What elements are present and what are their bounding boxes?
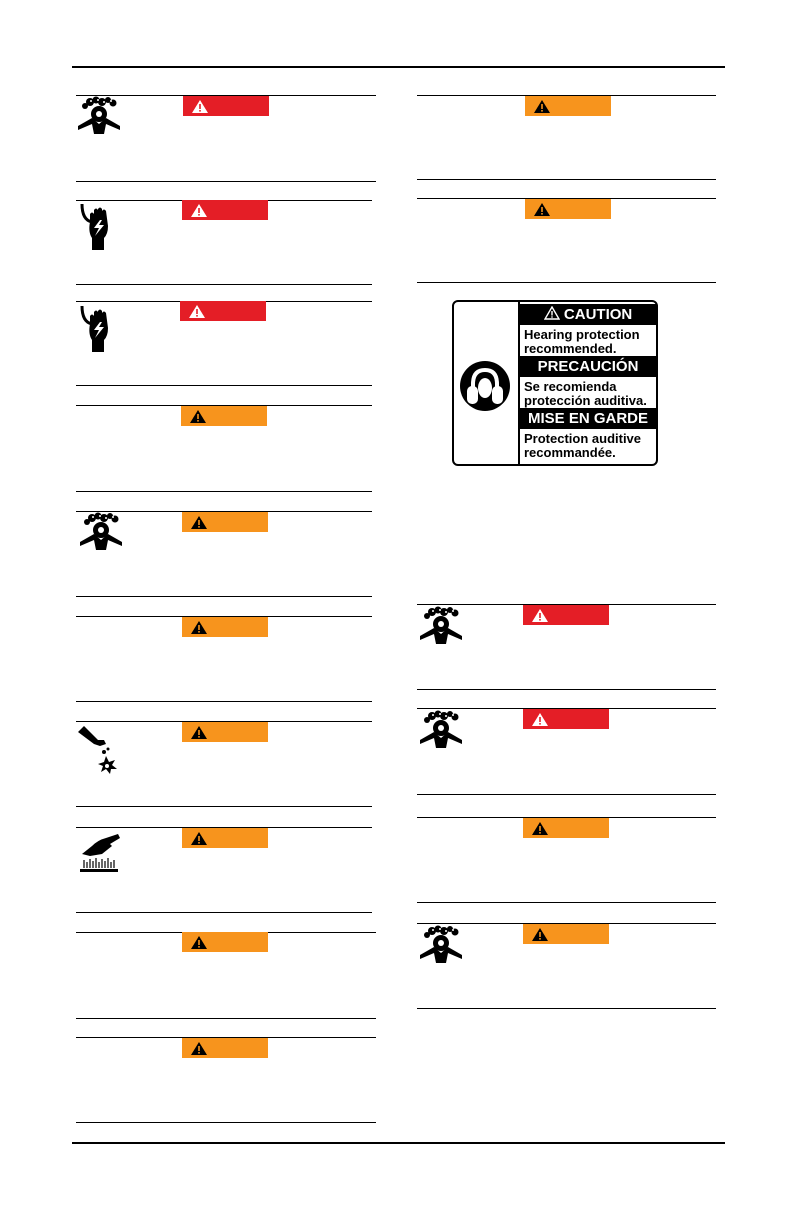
warning-badge [525, 96, 611, 116]
alert-triangle-icon [531, 712, 549, 727]
section-rule [76, 385, 372, 386]
moving-parts-icon [76, 722, 120, 774]
hearing-protection-icon [459, 360, 511, 412]
alert-triangle-icon [190, 725, 208, 740]
section-rule [417, 689, 716, 690]
section-rule [76, 1122, 376, 1123]
alert-triangle-icon [190, 935, 208, 950]
section-rule [76, 596, 372, 597]
toxic-fumes-icon [418, 606, 464, 644]
alert-triangle-icon [531, 927, 549, 942]
toxic-fumes-icon [78, 512, 124, 550]
section-rule [76, 1018, 376, 1019]
danger-badge [183, 96, 269, 116]
warning-badge [182, 512, 268, 532]
label-pictogram-panel [454, 302, 520, 464]
electric-shock-icon [78, 200, 118, 252]
toxic-fumes-icon [76, 96, 122, 134]
alert-triangle-icon [531, 821, 549, 836]
header-rule [72, 66, 725, 68]
alert-triangle-icon [190, 620, 208, 635]
warning-badge [182, 932, 268, 952]
alert-triangle-icon [544, 306, 560, 320]
alert-triangle-icon [190, 515, 208, 530]
danger-badge [182, 200, 268, 220]
warning-badge [525, 199, 611, 219]
electric-shock-icon [78, 302, 118, 354]
warning-badge [523, 818, 609, 838]
alert-triangle-icon [190, 1041, 208, 1056]
danger-badge [180, 301, 266, 321]
section-rule [417, 282, 716, 283]
alert-triangle-icon [189, 409, 207, 424]
section-rule [76, 806, 372, 807]
section-rule [417, 179, 716, 180]
danger-badge [523, 709, 609, 729]
section-rule [76, 912, 372, 913]
warning-badge [181, 406, 267, 426]
warning-badge [182, 722, 268, 742]
precaucion-text: Se recomienda protección auditiva. [524, 379, 647, 408]
alert-triangle-icon [190, 831, 208, 846]
hearing-protection-label [452, 300, 658, 466]
mise-en-garde-text: Protection auditive recommandée. [524, 431, 642, 460]
section-rule [417, 794, 716, 795]
alert-triangle-icon [533, 202, 551, 217]
precaucion-title: PRECAUCIÓN [520, 356, 656, 377]
caution-heading [520, 304, 656, 325]
alert-triangle-icon [188, 304, 206, 319]
warning-badge [523, 924, 609, 944]
section-rule [76, 491, 372, 492]
section-rule [76, 181, 376, 182]
caution-text: Hearing protection recommended. [524, 327, 640, 356]
section-rule [76, 284, 372, 285]
warning-badge [182, 1038, 268, 1058]
caution-title: CAUTION [563, 306, 633, 323]
toxic-fumes-icon [418, 925, 464, 963]
warning-badge [182, 617, 268, 637]
label-text-panel [520, 302, 656, 462]
alert-triangle-icon [191, 99, 209, 114]
footer-rule [72, 1142, 725, 1144]
alert-triangle-icon [531, 608, 549, 623]
mise-en-garde-title: MISE EN GARDE [520, 408, 656, 429]
danger-badge [523, 605, 609, 625]
section-rule [417, 1008, 716, 1009]
alert-triangle-icon [190, 203, 208, 218]
toxic-fumes-icon [418, 710, 464, 748]
hot-surface-icon [78, 832, 122, 874]
warning-badge [182, 828, 268, 848]
alert-triangle-icon [533, 99, 551, 114]
section-rule [76, 701, 372, 702]
section-rule [417, 902, 716, 903]
